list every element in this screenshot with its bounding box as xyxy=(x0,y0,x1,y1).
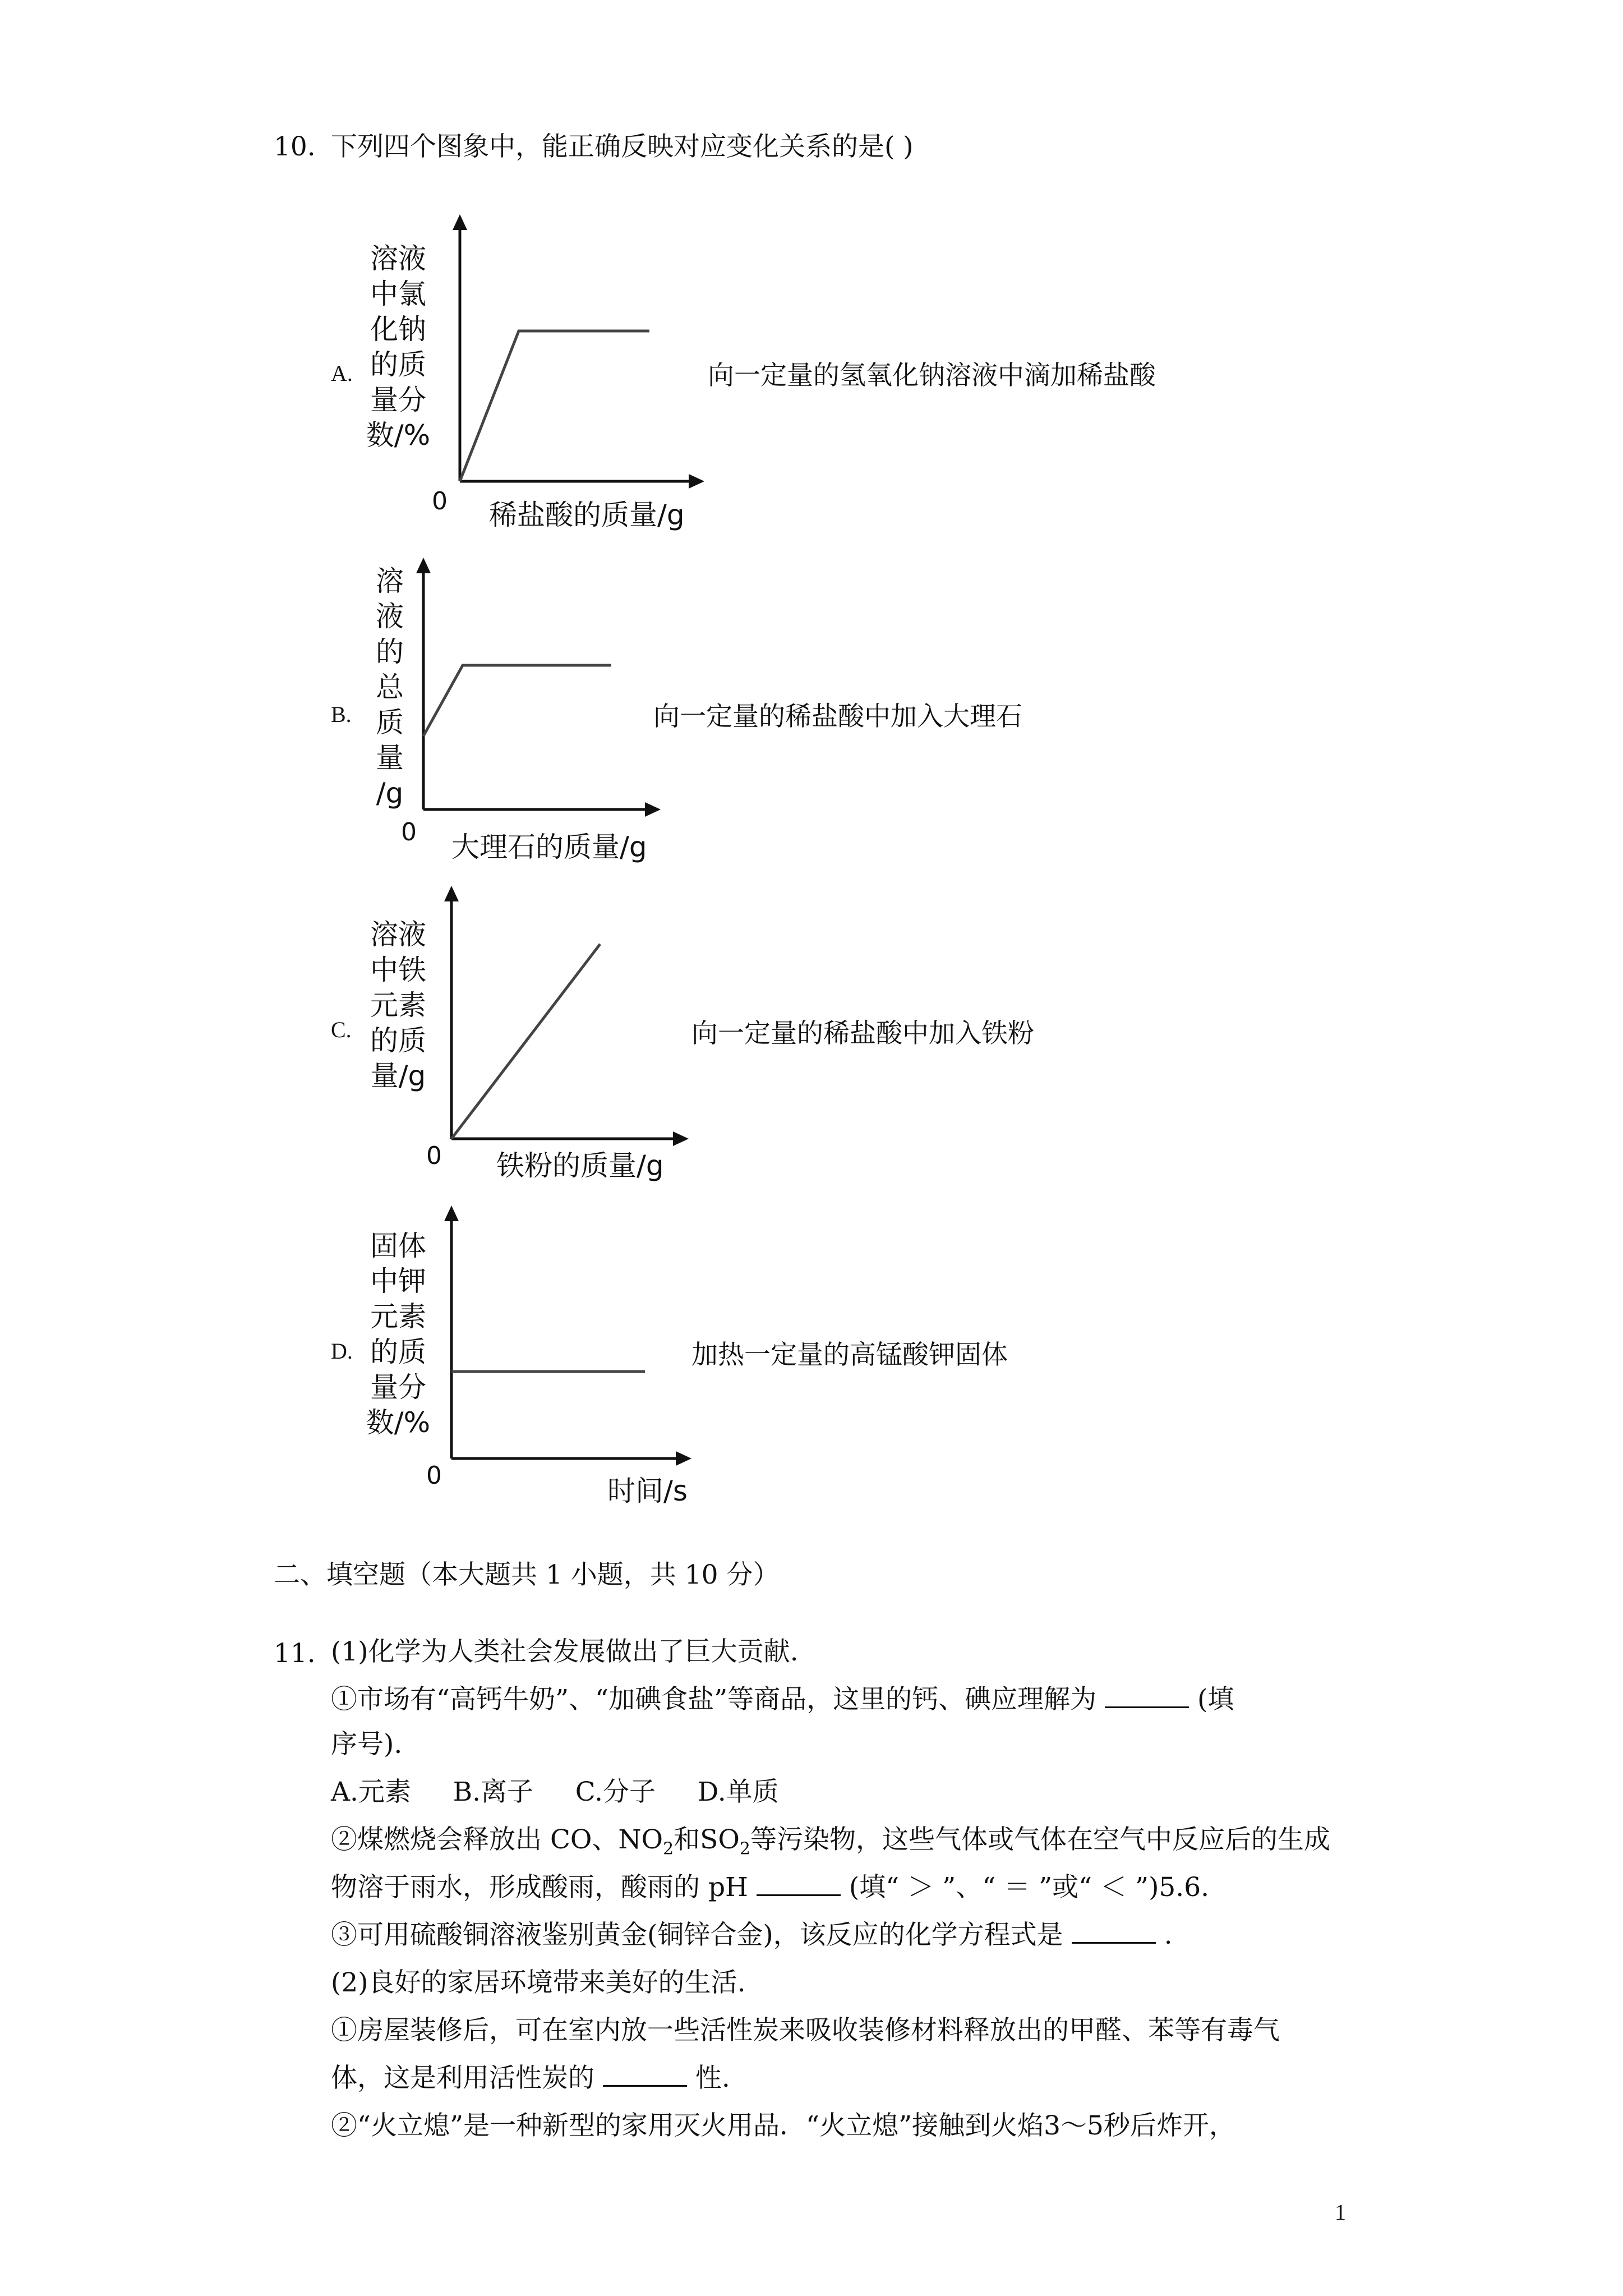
option-a-graph xyxy=(443,213,712,494)
option-c-ylabel: 溶液 中铁 元素 的质 量/g xyxy=(370,918,426,1092)
option-a-x-arrow xyxy=(689,474,704,489)
option-c-x-arrow xyxy=(673,1131,689,1146)
option-c-xlabel: 铁粉的质量/g xyxy=(496,1149,664,1182)
q11-line3: ③可用硫酸铜溶液鉴别黄金(铜锌合金)，该反应的化学方程式是 . xyxy=(331,1920,1173,1950)
q10-stem: 下列四个图象中，能正确反映对应变化关系的是( ) xyxy=(331,131,914,162)
option-b-curve xyxy=(423,665,611,736)
q11-line4b: 体，这是利用活性炭的 性. xyxy=(331,2063,730,2093)
option-b-ylabel: 溶 液 的 总 质 量 /g xyxy=(376,565,404,809)
option-d-letter: D. xyxy=(331,1338,353,1364)
q11-number: 11. xyxy=(274,1638,316,1669)
q11-choices: A.元素 B.离子 C.分子 D.单质 xyxy=(331,1777,779,1807)
option-d-x-arrow xyxy=(676,1451,691,1466)
answer-blank-1[interactable] xyxy=(1105,1684,1189,1708)
q11-part1: (1)化学为人类社会发展做出了巨大贡献. xyxy=(331,1636,799,1667)
answer-blank-2[interactable] xyxy=(757,1872,841,1896)
q11-part2: (2)良好的家居环境带来美好的生活. xyxy=(331,1967,746,1998)
option-a-origin: 0 xyxy=(432,487,448,516)
option-c-curve xyxy=(451,944,600,1139)
option-a-curve xyxy=(460,331,649,481)
option-c-letter: C. xyxy=(331,1017,352,1042)
q11-line1b: 序号). xyxy=(331,1729,403,1760)
option-b-x-arrow xyxy=(645,802,661,817)
option-b-y-arrow xyxy=(416,558,431,573)
q11-line5: ②“火立熄”是一种新型的家用灭火用品．“火立熄”接触到火焰3～5秒后炸开， xyxy=(331,2110,1235,2141)
option-c-graph xyxy=(435,884,704,1153)
option-c-desc: 向一定量的稀盐酸中加入铁粉 xyxy=(691,1018,1034,1049)
option-b-letter: B. xyxy=(331,702,352,727)
q11-line1a: ①市场有“高钙牛奶”、“加碘食盐”等商品，这里的钙、碘应理解为 (填 xyxy=(331,1684,1234,1715)
q11-line2b: 物溶于雨水，形成酸雨，酸雨的 pH (填“ ＞ ”、“ ＝ ”或“ ＜ ”)5.6. xyxy=(331,1872,1210,1903)
option-c-origin: 0 xyxy=(426,1142,442,1170)
option-c-y-arrow xyxy=(444,886,459,901)
option-a-ylabel: 溶液 中氯 化钠 的质 量分 数/% xyxy=(366,242,431,452)
option-a-xlabel: 稀盐酸的质量/g xyxy=(489,499,685,531)
option-d-y-arrow xyxy=(444,1205,459,1221)
option-d-ylabel: 固体 中钾 元素 的质 量分 数/% xyxy=(366,1230,431,1439)
q11-line4a: ①房屋装修后，可在室内放一些活性炭来吸收装修材料释放出的甲醛、苯等有毒气 xyxy=(331,2015,1280,2046)
option-d-origin: 0 xyxy=(426,1461,442,1490)
option-a-desc: 向一定量的氢氧化钠溶液中滴加稀盐酸 xyxy=(708,360,1156,391)
q11-line2a: ②煤燃烧会释放出 CO、$NO_2$和$SO_2$等污染物，这些气体或气体在空气中反应后的生成 xyxy=(331,1824,1331,1859)
answer-blank-4[interactable] xyxy=(603,2063,687,2087)
option-d-desc: 加热一定量的高锰酸钾固体 xyxy=(691,1340,1008,1370)
option-b-desc: 向一定量的稀盐酸中加入大理石 xyxy=(653,701,1022,732)
option-a-letter: A. xyxy=(331,361,353,386)
option-b-xlabel: 大理石的质量/g xyxy=(451,831,647,863)
option-a-y-arrow xyxy=(453,214,467,230)
section-title: 二、填空题（本大题共 1 小题，共 10 分） xyxy=(274,1559,780,1590)
page-number: 1 xyxy=(1335,2200,1346,2225)
option-d-xlabel: 时间/s xyxy=(607,1475,688,1507)
q10-number: 10. xyxy=(274,131,316,162)
option-b-origin: 0 xyxy=(401,818,417,846)
option-b-graph xyxy=(407,555,676,819)
answer-blank-3[interactable] xyxy=(1072,1920,1156,1944)
option-d-graph xyxy=(435,1203,704,1473)
